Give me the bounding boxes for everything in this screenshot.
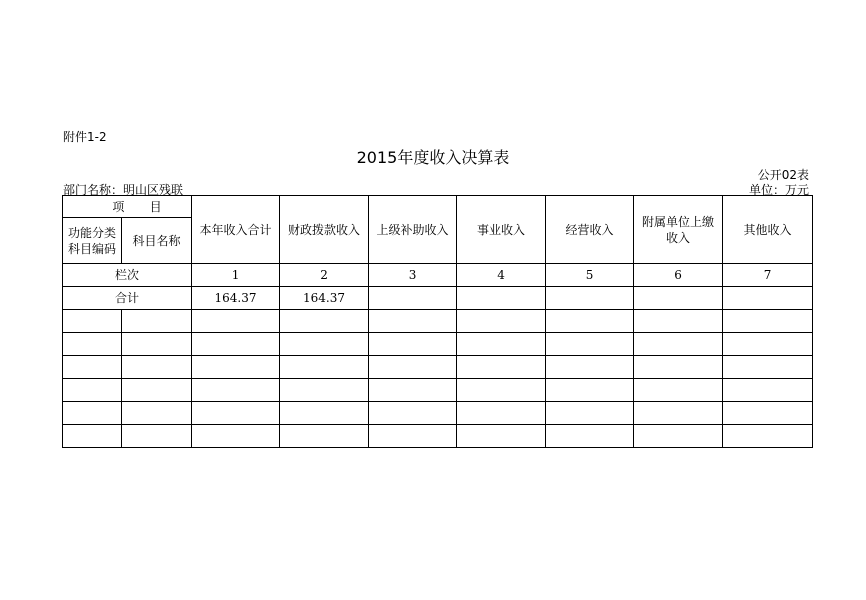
total-value-6 [634, 287, 723, 310]
table-cell [280, 356, 369, 379]
table-cell [63, 379, 122, 402]
col-header-fiscal-appropriation: 财政拨款收入 [280, 196, 369, 264]
table-cell [723, 310, 813, 333]
table-cell [192, 310, 280, 333]
col-header-business-income: 事业收入 [457, 196, 546, 264]
table-cell [280, 333, 369, 356]
table-cell [457, 379, 546, 402]
table-cell [63, 310, 122, 333]
col-header-other-income: 其他收入 [723, 196, 813, 264]
table-cell [457, 310, 546, 333]
empty-row [63, 425, 813, 448]
table-cell [63, 425, 122, 448]
table-cell [122, 356, 192, 379]
table-cell [634, 356, 723, 379]
table-cell [723, 333, 813, 356]
col-header-operating-income: 经营收入 [546, 196, 634, 264]
line-number-label: 栏次 [63, 264, 192, 287]
table-cell [280, 402, 369, 425]
table-cell [192, 333, 280, 356]
col-header-subject-name: 科目名称 [122, 218, 192, 264]
table-cell [369, 310, 457, 333]
col-header-func-code: 功能分类科目编码 [63, 218, 122, 264]
line-number-1: 1 [192, 264, 280, 287]
table-cell [546, 402, 634, 425]
table-cell [122, 379, 192, 402]
total-value-3 [369, 287, 457, 310]
table-cell [63, 333, 122, 356]
table-cell [634, 310, 723, 333]
attachment-label: 附件1-2 [63, 130, 107, 144]
col-header-superior-subsidy: 上级补助收入 [369, 196, 457, 264]
total-value-1: 164.37 [192, 287, 280, 310]
table-cell [723, 356, 813, 379]
table-cell [369, 402, 457, 425]
line-number-6: 6 [634, 264, 723, 287]
table-cell [546, 310, 634, 333]
table-cell [192, 402, 280, 425]
table-cell [280, 379, 369, 402]
report-title: 2015年度收入决算表 [356, 148, 510, 167]
table-cell [369, 425, 457, 448]
table-cell [723, 425, 813, 448]
total-value-7 [723, 287, 813, 310]
table-cell [63, 356, 122, 379]
table-cell [723, 379, 813, 402]
table-cell [280, 425, 369, 448]
table-cell [122, 310, 192, 333]
table-cell [192, 356, 280, 379]
total-value-2: 164.37 [280, 287, 369, 310]
empty-row [63, 356, 813, 379]
line-number-3: 3 [369, 264, 457, 287]
table-cell [546, 425, 634, 448]
table-cell [369, 379, 457, 402]
line-number-4: 4 [457, 264, 546, 287]
item-header-b: 目 [149, 199, 164, 214]
table-cell [122, 425, 192, 448]
table-cell [192, 379, 280, 402]
table-cell [723, 402, 813, 425]
unit-label: 单位：万元 [748, 183, 809, 197]
total-label: 合计 [63, 287, 192, 310]
table-cell [634, 379, 723, 402]
col-header-subsidiary-remittance: 附属单位上缴收入 [634, 196, 723, 264]
table-cell [546, 333, 634, 356]
table-cell [634, 425, 723, 448]
total-value-5 [546, 287, 634, 310]
empty-row [63, 333, 813, 356]
line-number-5: 5 [546, 264, 634, 287]
total-value-4 [457, 287, 546, 310]
table-cell [369, 333, 457, 356]
department-name: 部门名称：明山区残联 [63, 183, 184, 197]
line-number-7: 7 [723, 264, 813, 287]
table-cell [369, 356, 457, 379]
table-cell [192, 425, 280, 448]
table-cell [634, 402, 723, 425]
col-header-total-income: 本年收入合计 [192, 196, 280, 264]
empty-row [63, 379, 813, 402]
income-final-accounts-table [62, 195, 813, 448]
table-cell [457, 402, 546, 425]
table-cell [122, 402, 192, 425]
table-cell [457, 425, 546, 448]
table-cell [457, 333, 546, 356]
table-cell [122, 333, 192, 356]
table-cell [546, 379, 634, 402]
line-number-2: 2 [280, 264, 369, 287]
empty-row [63, 310, 813, 333]
table-cell [63, 402, 122, 425]
item-header-a: 项 [112, 199, 127, 214]
table-cell [546, 356, 634, 379]
table-cell [634, 333, 723, 356]
empty-row [63, 402, 813, 425]
table-cell [457, 356, 546, 379]
form-code: 公开02表 [757, 168, 809, 182]
item-header [63, 196, 192, 218]
table-cell [280, 310, 369, 333]
